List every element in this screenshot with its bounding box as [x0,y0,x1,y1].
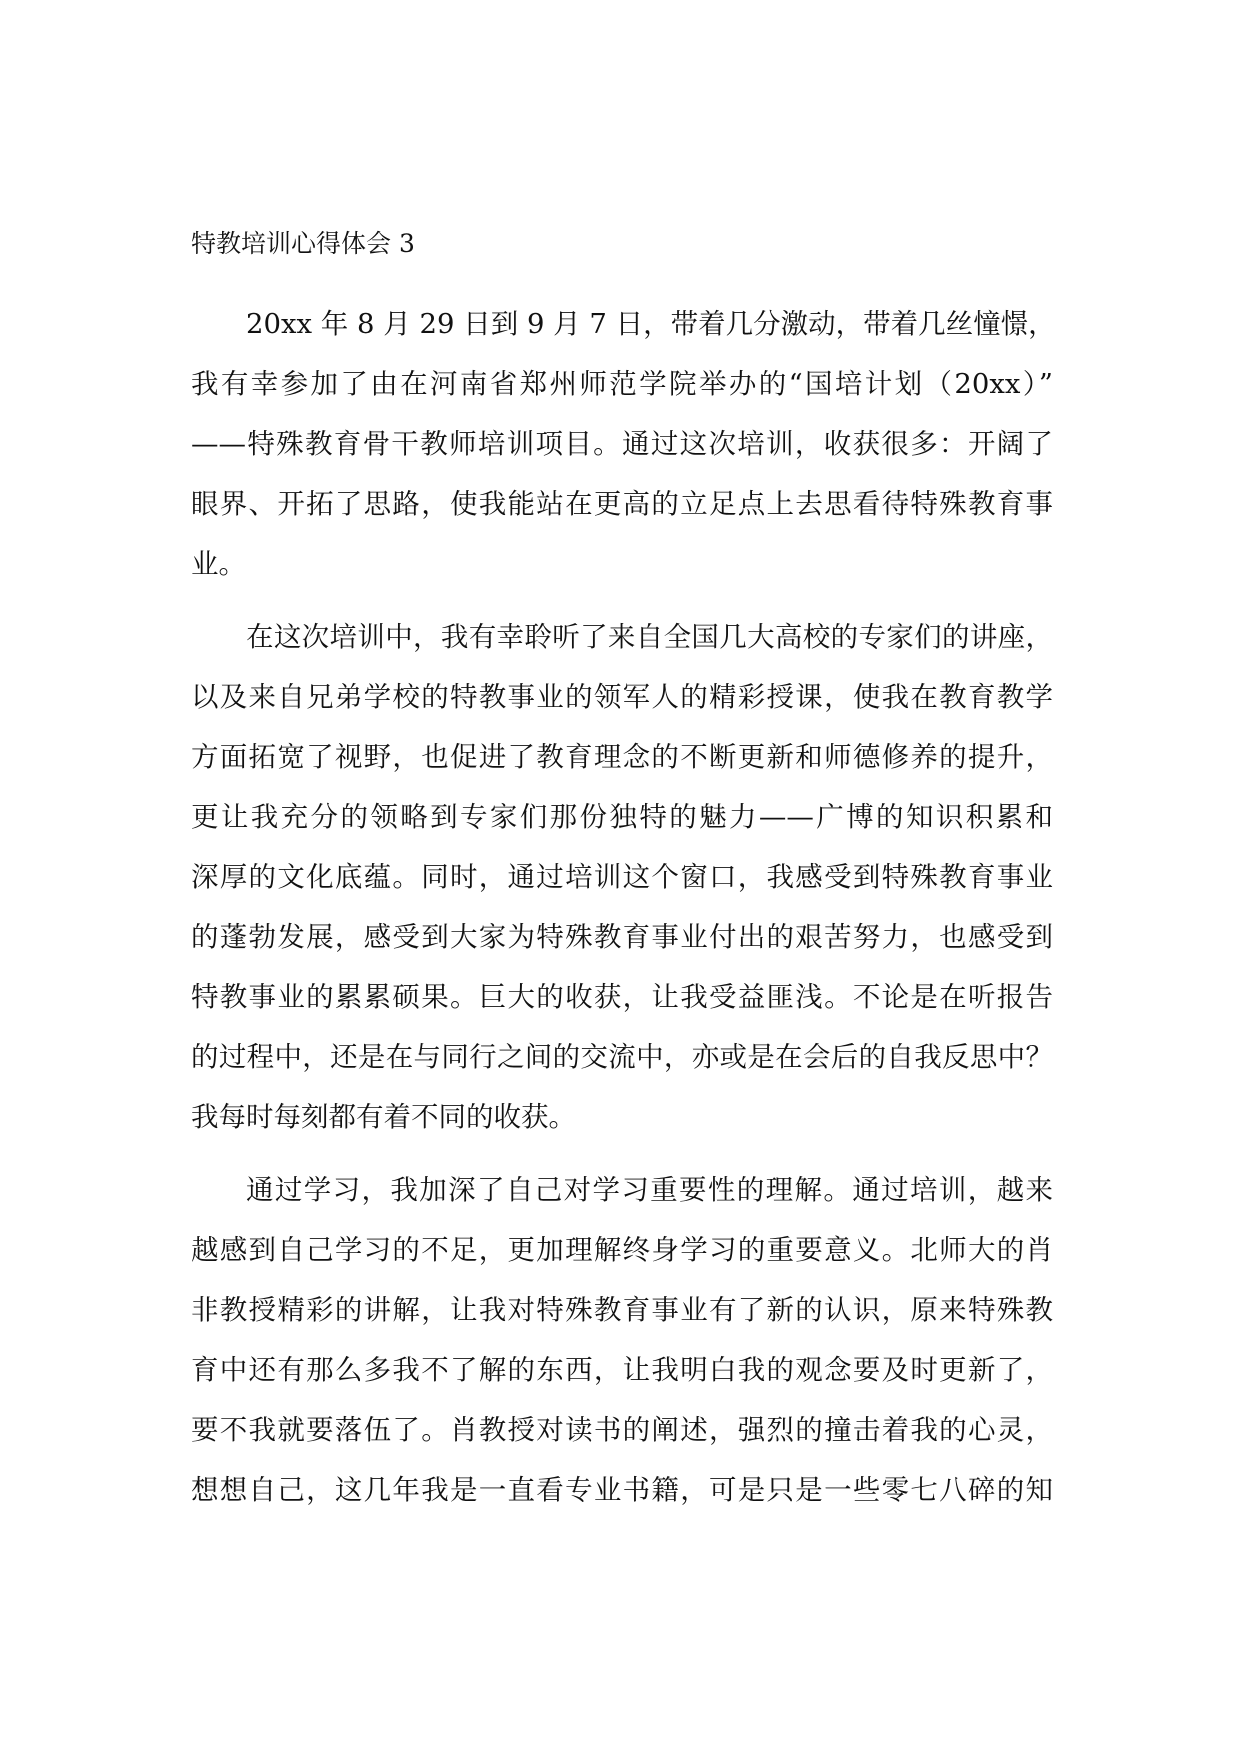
text-line: ——特殊教育骨干教师培训项目。通过这次培训，收获很多：开阔了 [191,428,1053,460]
text-line: 业。 [191,548,246,580]
text-line: 我有幸参加了由在河南省郑州师范学院举办的“国培计划（20xx）” [191,368,1053,400]
text-line: 更让我充分的领略到专家们那份独特的魅力——广博的知识积累和 [191,801,1053,833]
text-line: 的过程中，还是在与同行之间的交流中，亦或是在会后的自我反思中？ [191,1041,1053,1073]
text-line: 20xx 年 8 月 29 日到 9 月 7 日，带着几分激动，带着几丝憧憬， [246,308,1056,340]
document-body [191,226,1056,1520]
document-title: 特教培训心得体会 3 [191,229,415,258]
text-line: 的蓬勃发展，感受到大家为特殊教育事业付出的艰苦努力，也感受到 [191,921,1053,953]
text-line: 眼界、开拓了思路，使我能站在更高的立足点上去思看待特殊教育事 [191,488,1053,520]
text-line: 非教授精彩的讲解，让我对特殊教育事业有了新的认识，原来特殊教 [191,1294,1053,1326]
text-line: 在这次培训中，我有幸聆听了来自全国几大高校的专家们的讲座， [246,621,1053,653]
text-line: 深厚的文化底蕴。同时，通过培训这个窗口，我感受到特殊教育事业 [191,861,1053,893]
text-line: 通过学习，我加深了自己对学习重要性的理解。通过培训，越来 [246,1174,1053,1206]
text-line: 特教事业的累累硕果。巨大的收获，让我受益匪浅。不论是在听报告 [191,981,1053,1013]
text-line: 越感到自己学习的不足，更加理解终身学习的重要意义。北师大的肖 [191,1234,1053,1266]
text-line: 要不我就要落伍了。肖教授对读书的阐述，强烈的撞击着我的心灵， [191,1414,1053,1446]
paragraph-3 [191,1160,1053,1520]
text-line: 以及来自兄弟学校的特教事业的领军人的精彩授课，使我在教育教学 [191,681,1053,713]
paragraph-1 [191,294,1056,594]
text-line: 育中还有那么多我不了解的东西，让我明白我的观念要及时更新了， [191,1354,1053,1386]
text-line: 方面拓宽了视野，也促进了教育理念的不断更新和师德修养的提升， [191,741,1053,773]
paragraph-2 [191,607,1053,1147]
text-line: 想想自己，这几年我是一直看专业书籍，可是只是一些零七八碎的知 [191,1474,1053,1506]
text-line: 我每时每刻都有着不同的收获。 [191,1101,576,1133]
